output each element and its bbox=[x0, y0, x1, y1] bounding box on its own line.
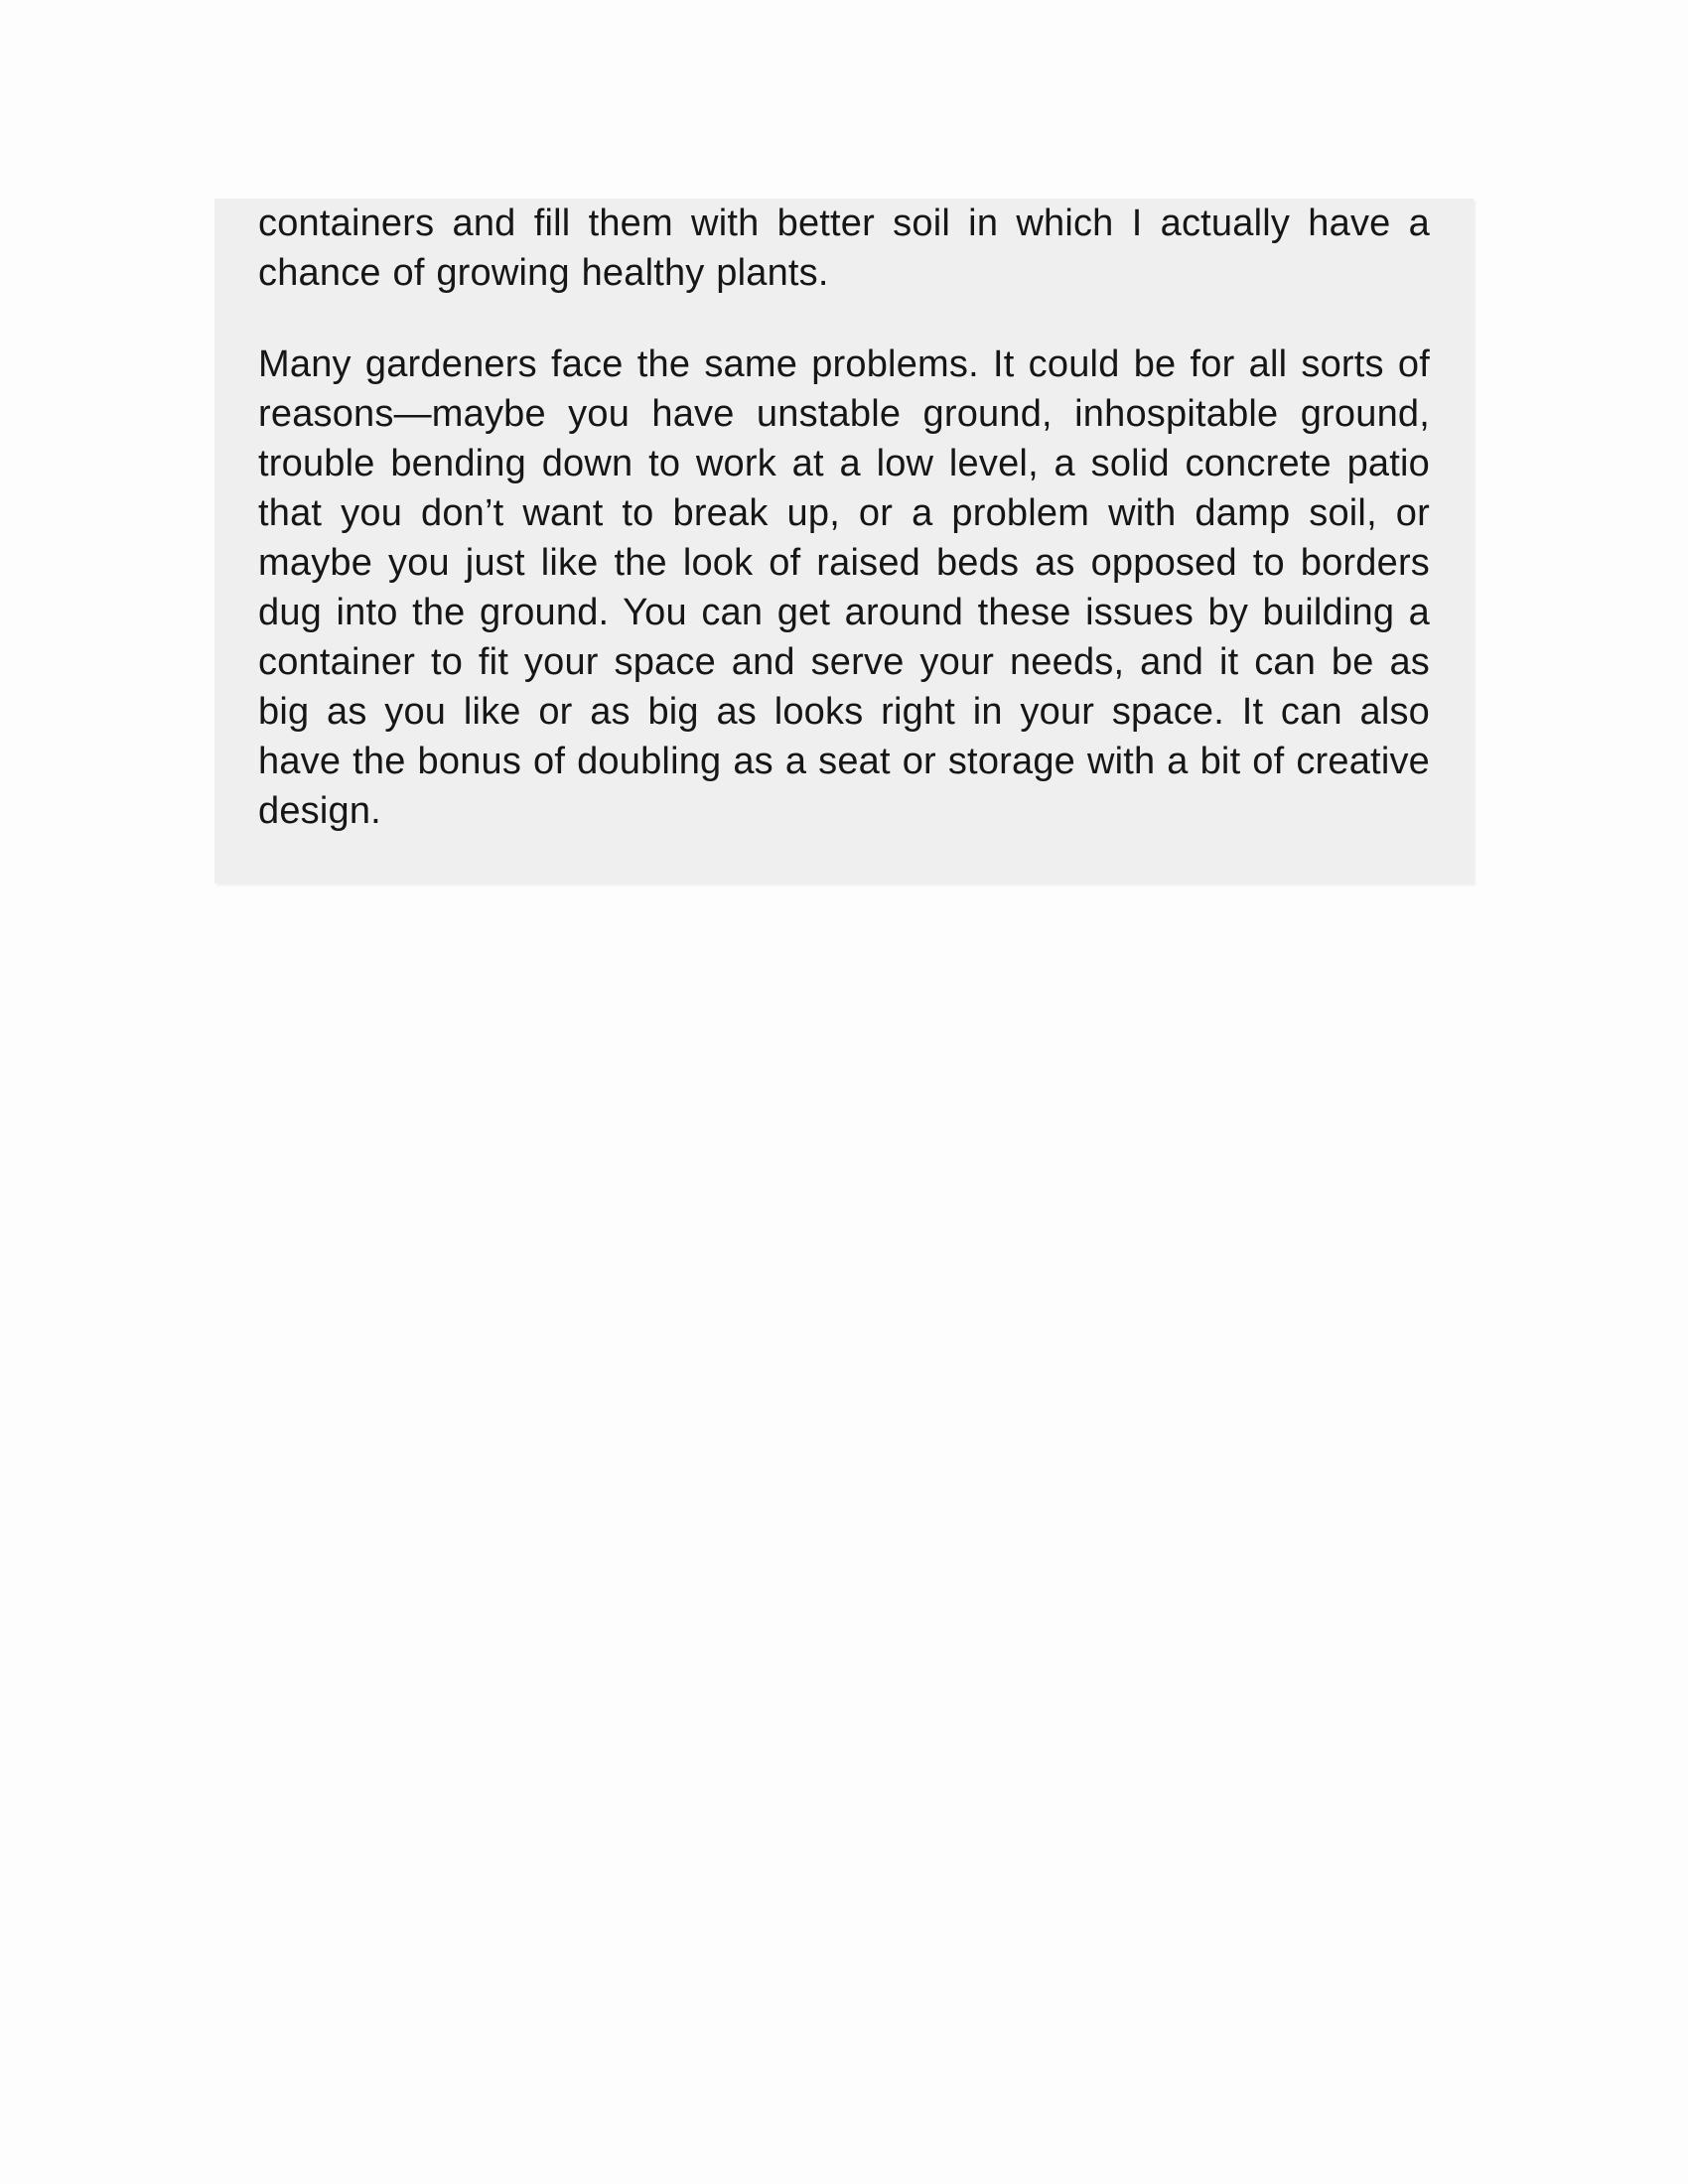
sidebar-box bbox=[214, 199, 1474, 884]
sidebar-paragraph-2: Many gardeners face the same problems. It could be for all sorts of reasons—maybe you have unstable ground, inhospitable ground, trouble bending down to work at a low level, a solid concrete patio that you don’t want to break up, or a problem with damp soil, or maybe you just like the look of raised beds as opposed to borders dug into the ground. You can get around these issues by building a container to fit your space and serve your needs, and it can be as big as you like or as big as looks right in your space. It can also have the bonus of doubling as a seat or storage with a bit of creative design. bbox=[258, 343, 1430, 832]
sidebar-paragraph-1: containers and fill them with better soil in which I actually have a chance of growing healthy plants. bbox=[258, 203, 1430, 294]
